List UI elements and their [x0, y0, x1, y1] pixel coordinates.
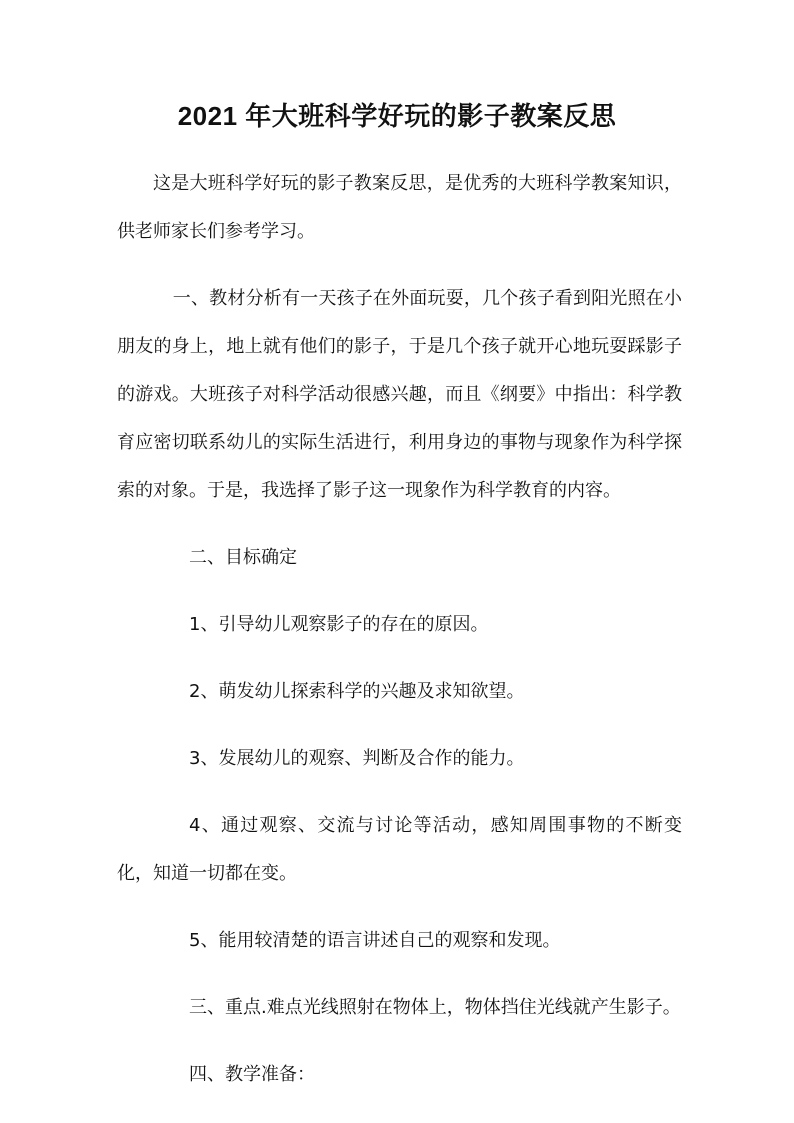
goal-item-5: 5、能用较清楚的语言讲述自己的观察和发现。: [189, 930, 561, 951]
goal-item-3: 3、发展幼儿的观察、判断及合作的能力。: [189, 748, 525, 769]
goal-item-2: 2、萌发幼儿探索科学的兴趣及求知欲望。: [189, 681, 525, 702]
section-goals-heading: 二、目标确定: [189, 547, 297, 568]
goal-item-4: 4、通过观察、交流与讨论等活动，感知周围事物的不断变化，知道一切都在变。: [117, 815, 682, 884]
document-title: 2021 年大班科学好玩的影子教案反思: [177, 101, 617, 131]
section-material-analysis: 一、教材分析有一天孩子在外面玩耍，几个孩子看到阳光照在小朋友的身上，地上就有他们的影子，于是几个孩子就开心地玩耍踩影子的游戏。大班孩子对科学活动很感兴趣，而且《纲要》中指出：科学教育应密切联系幼儿的实际生活进行，利用身边的事物与现象作为科学探索的对象。于是，我选择了影子这一现象作为科学教育的内容。: [117, 288, 682, 501]
document-body: [117, 160, 682, 1099]
section-preparation-heading: 四、教学准备：: [189, 1064, 315, 1085]
section-key-points: 三、重点.难点光线照射在物体上，物体挡住光线就产生影子。: [189, 997, 681, 1018]
goal-item-1: 1、引导幼儿观察影子的存在的原因。: [189, 614, 489, 635]
intro-paragraph: 这是大班科学好玩的影子教案反思，是优秀的大班科学教案知识，供老师家长们参考学习。: [117, 173, 682, 242]
